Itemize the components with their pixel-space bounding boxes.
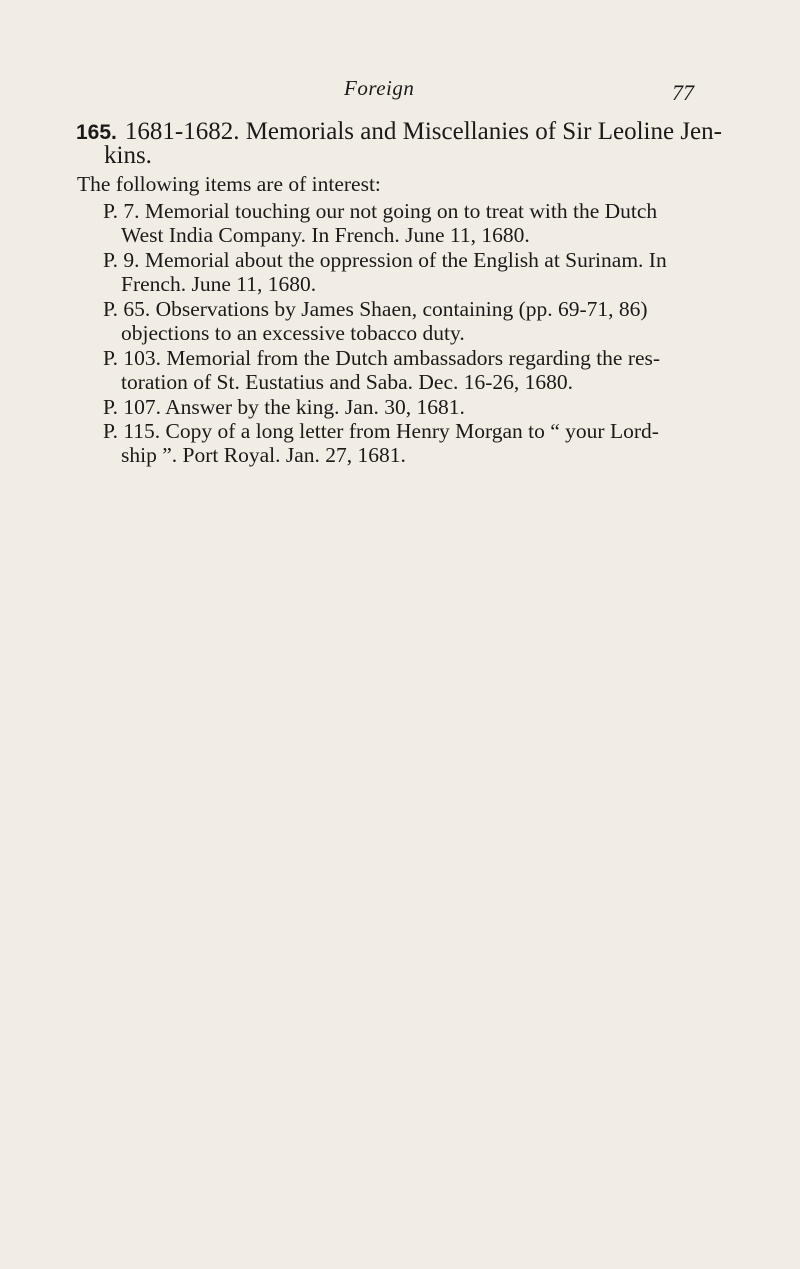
list-item-continuation: West India Company. In French. June 11, 1680. — [121, 223, 530, 247]
list-item: P. 7. Memorial touching our not going on to treat with the Dutch — [103, 199, 658, 223]
running-head-title: Foreign — [344, 76, 415, 100]
list-item-continuation: ship ”. Port Royal. Jan. 27, 1681. — [121, 443, 406, 467]
list-item-continuation: objections to an excessive tobacco duty. — [121, 321, 465, 345]
entry-intro: The following items are of interest: — [77, 172, 381, 196]
page-number: 77 — [672, 80, 694, 105]
entry-number: 165. — [76, 121, 117, 144]
running-head — [0, 76, 800, 104]
entry-heading-continuation: kins. — [104, 142, 152, 169]
list-item: P. 9. Memorial about the oppression of the English at Surinam. In — [103, 248, 667, 272]
entry-heading-text: 1681-1682. Memorials and Miscellanies of Sir Leoline Jen- — [124, 118, 722, 145]
list-item: P. 65. Observations by James Shaen, containing (pp. 69-71, 86) — [103, 297, 648, 321]
list-item: P. 115. Copy of a long letter from Henry Morgan to “ your Lord- — [103, 419, 659, 443]
list-item-continuation: French. June 11, 1680. — [121, 272, 317, 296]
list-item: P. 103. Memorial from the Dutch ambassadors regarding the res- — [103, 346, 661, 370]
entry-heading — [76, 117, 722, 148]
list-item-continuation: toration of St. Eustatius and Saba. Dec. 16-26, 1680. — [121, 370, 574, 394]
list-item: P. 107. Answer by the king. Jan. 30, 1681. — [103, 395, 465, 419]
